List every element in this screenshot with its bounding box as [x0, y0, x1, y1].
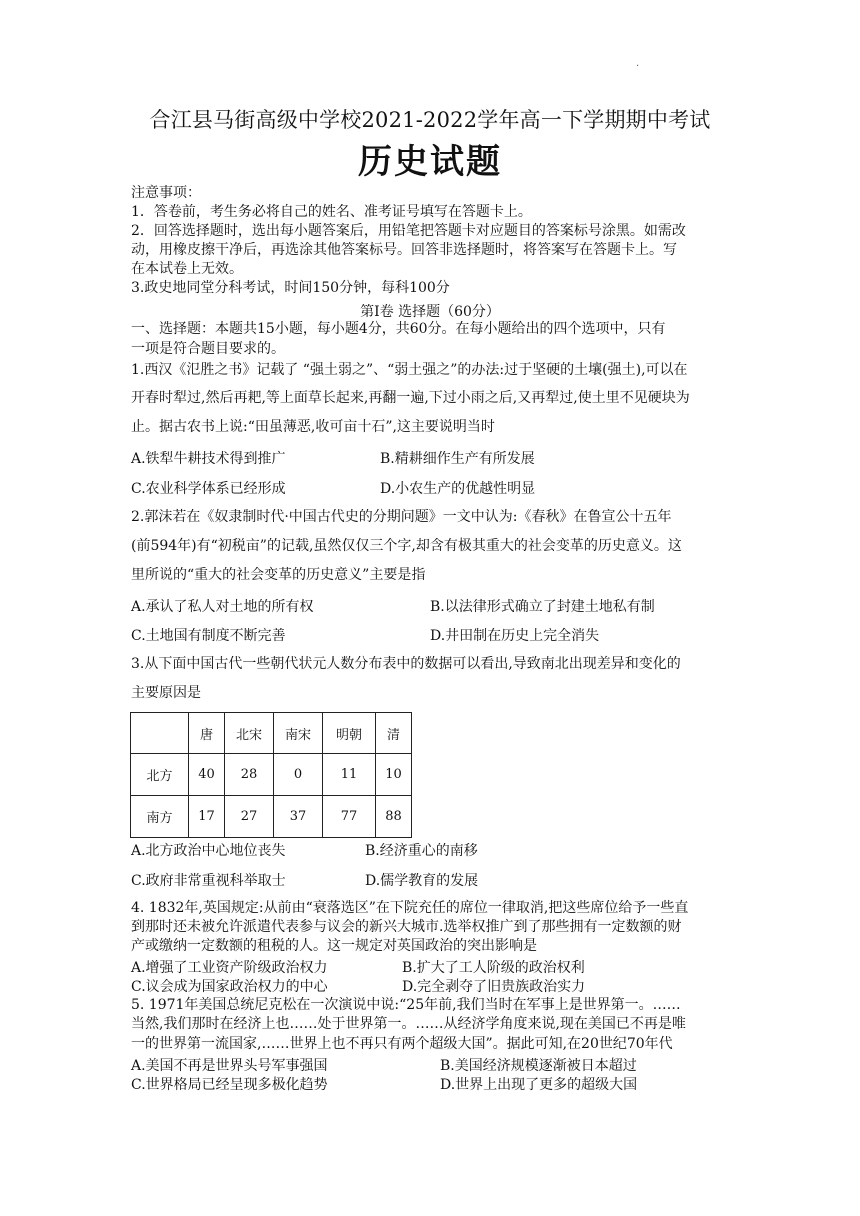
table-header-cell: 明朝	[323, 713, 376, 754]
table-header-cell: 唐	[189, 713, 225, 754]
school-title: 合江县马街高级中学校2021-2022学年高一下学期期中考试	[149, 108, 711, 132]
q4-option-a: A.增强了工业资产阶级政治权力	[131, 960, 328, 976]
q3-option-a: A.北方政治中心地位丧失	[131, 843, 286, 859]
table-header-cell: 北宋	[225, 713, 274, 754]
table-header-cell	[131, 713, 189, 754]
q3-stem-line1: 3.从下面中国古代一些朝代状元人数分布表中的数据可以看出,导致南北出现差异和变化的	[131, 656, 681, 672]
q2-option-b: B.以法律形式确立了封建土地私有制	[430, 599, 655, 615]
q5-option-d: D.世界上出现了更多的超级大国	[440, 1077, 638, 1093]
q4-option-c: C.议会成为国家政治权力的中心	[131, 979, 328, 995]
q3-option-b: B.经济重心的南移	[365, 843, 478, 859]
table-cell: 27	[225, 796, 274, 838]
q2-option-d: D.井田制在历史上完全消失	[430, 628, 600, 644]
q2-stem-line2: (前594年)有“初税亩”的记载,虽然仅仅三个字,却含有极其重大的社会变革的历史意义。这	[131, 538, 682, 554]
table-header-row	[131, 713, 412, 754]
q2-stem-line3: 里所说的“重大的社会变革的历史意义”主要是指	[131, 567, 426, 583]
q3-option-c: C.政府非常重视科举取士	[131, 873, 286, 889]
q4-option-d: D.完全剥夺了旧贵族政治实力	[402, 979, 586, 995]
q2-option-c: C.土地国有制度不断完善	[131, 628, 286, 644]
table-cell: 40	[189, 754, 225, 796]
q1-option-a: A.铁犁牛耕技术得到推广	[131, 451, 286, 467]
q5-stem-line3: 一的世界第一流国家,……世界上也不再只有两个超级大国”。据此可知,在20世纪70年代	[131, 1036, 673, 1052]
q5-option-c: C.世界格局已经呈现多极化趋势	[131, 1077, 328, 1093]
note-2-line3: 在本试卷上无效。	[131, 261, 243, 277]
section-intro-line2: 一项是符合题目要求的。	[131, 341, 285, 357]
notes-heading: 注意事项：	[131, 185, 201, 201]
q1-stem-line1: 1.西汉《氾胜之书》记载了 “强土弱之”、“弱土强之”的办法:过于坚硬的土壤(强土),可以在	[131, 362, 688, 378]
table-cell: 南方	[131, 796, 189, 838]
table-header-cell: 南宋	[274, 713, 323, 754]
note-2-line2: 动，用橡皮擦干净后，再选涂其他答案标号。回答非选择题时，将答案写在答题卡上。写	[131, 242, 677, 258]
q4-stem-line1: 4. 1832年,英国规定:从前由“衰落选区”在下院充任的席位一律取消,把这些席位给予一些直	[131, 900, 689, 916]
q1-option-b: B.精耕细作生产有所发展	[380, 451, 535, 467]
q5-option-a: A.美国不再是世界头号军事强国	[131, 1058, 328, 1074]
table-cell: 28	[225, 754, 274, 796]
q1-stem-line2: 开春时犁过,然后再耙,等上面草长起来,再翻一遍,下过小雨之后,又再犁过,使土里不见硬块为	[131, 390, 690, 406]
q5-stem-line2: 当然,我们那时在经济上也……处于世界第一。……从经济学角度来说,现在美国已不再是唯	[131, 1016, 686, 1032]
zhuangyuan-table	[130, 712, 412, 838]
table-cell: 17	[189, 796, 225, 838]
q2-option-a: A.承认了私人对土地的所有权	[131, 599, 314, 615]
note-1: 1．答卷前，考生务必将自己的姓名、准考证号填写在答题卡上。	[131, 204, 532, 220]
q1-option-c: C.农业科学体系已经形成	[131, 481, 286, 497]
subject-title: 历史试题	[358, 142, 502, 182]
corner-dot: .	[636, 58, 640, 69]
table-row	[131, 796, 412, 838]
table-row	[131, 754, 412, 796]
q3-stem-line2: 主要原因是	[131, 685, 201, 701]
table-cell: 10	[376, 754, 412, 796]
q4-stem-line3: 产或缴纳一定数额的租税的人。这一规定对英国政治的突出影响是	[131, 938, 537, 954]
q4-stem-line2: 到那时还未被允许派遣代表参与议会的新兴大城市.选举权推广到了那些拥有一定数额的财	[131, 919, 682, 935]
table-cell: 77	[323, 796, 376, 838]
q4-option-b: B.扩大了工人阶级的政治权利	[402, 960, 585, 976]
q2-stem-line1: 2.郭沫若在《奴隶制时代·中国古代史的分期问题》一文中认为:《春秋》在鲁宣公十五年	[131, 509, 672, 525]
table-header-cell: 清	[376, 713, 412, 754]
section-intro-line1: 一、选择题：本题共15小题，每小题4分，共60分。在每小题给出的四个选项中，只有	[131, 321, 666, 337]
table-cell: 北方	[131, 754, 189, 796]
q3-option-d: D.儒学教育的发展	[365, 873, 479, 889]
note-2-line1: 2．回答选择题时，选出每小题答案后，用铅笔把答题卡对应题目的答案标号涂黑。如需改	[131, 223, 686, 239]
q1-stem-line3: 止。据古农书上说:“田虽薄恶,收可亩十石”,这主要说明当时	[131, 419, 495, 435]
table-cell: 37	[274, 796, 323, 838]
q5-stem-line1: 5. 1971年美国总统尼克松在一次演说中说:“25年前,我们当时在军事上是世界第一。……	[131, 997, 681, 1013]
table-cell: 0	[274, 754, 323, 796]
table-cell: 11	[323, 754, 376, 796]
note-3: 3.政史地同堂分科考试，时间150分钟，每科100分	[131, 280, 450, 296]
q5-option-b: B.美国经济规模逐渐被日本超过	[440, 1058, 637, 1074]
section-title: 第Ⅰ卷 选择题（60分）	[360, 304, 500, 320]
table-cell: 88	[376, 796, 412, 838]
q1-option-d: D.小农生产的优越性明显	[380, 481, 536, 497]
